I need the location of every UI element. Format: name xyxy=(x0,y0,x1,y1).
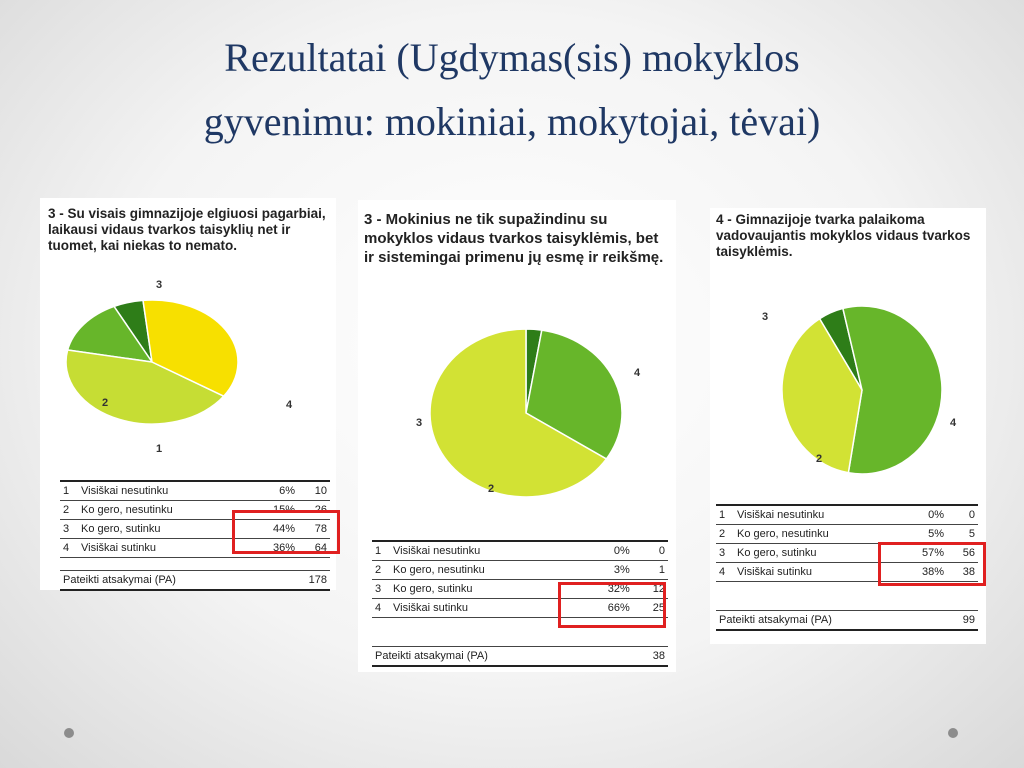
table-row xyxy=(716,505,978,525)
pie-label-4: 4 xyxy=(950,417,957,429)
row-count: 0 xyxy=(633,541,668,561)
pie-label-3: 3 xyxy=(156,279,163,291)
pie-label-2: 2 xyxy=(102,397,109,409)
row-index: 1 xyxy=(372,541,390,561)
row-index: 4 xyxy=(716,563,734,582)
pie-chart-2 xyxy=(406,318,656,504)
table-row xyxy=(372,561,668,580)
question-text: 4 - Gimnazijoje tvarka palaikoma vadovaujantis mokyklos vidaus tvarkos taisyklėmis. xyxy=(716,212,971,259)
highlight-box xyxy=(878,542,986,586)
row-index: 1 xyxy=(60,481,78,501)
row-index: 4 xyxy=(372,599,390,618)
row-percent: 15% xyxy=(249,501,298,520)
row-percent: 32% xyxy=(579,580,633,599)
table-row xyxy=(716,525,978,544)
row-label: Ko gero, nesutinku xyxy=(78,501,249,520)
row-index: 3 xyxy=(60,520,78,539)
row-count: 1 xyxy=(633,561,668,580)
total-count: 178 xyxy=(284,571,330,591)
question-text: 3 - Su visais gimnazijoje elgiuosi pagarbiai, laikausi vidaus tvarkos taisyklių net ir tuomet, kai niekas to nemato. xyxy=(48,206,326,253)
pie-label-3: 3 xyxy=(762,311,769,323)
row-count: 78 xyxy=(298,520,330,539)
row-index: 3 xyxy=(716,544,734,563)
row-label: Ko gero, sutinku xyxy=(78,520,249,539)
row-percent: 0% xyxy=(900,505,947,525)
row-count: 25 xyxy=(633,599,668,618)
pie-label-4: 4 xyxy=(286,399,293,411)
row-index: 2 xyxy=(60,501,78,520)
row-count: 0 xyxy=(947,505,978,525)
row-label: Ko gero, sutinku xyxy=(390,580,579,599)
row-count: 5 xyxy=(947,525,978,544)
row-index: 2 xyxy=(716,525,734,544)
row-percent: 6% xyxy=(249,481,298,501)
pie-chart-1 xyxy=(60,274,330,454)
row-label: Ko gero, nesutinku xyxy=(734,525,900,544)
total-table-3 xyxy=(716,610,978,631)
survey-panel-2 xyxy=(358,200,676,672)
row-percent: 44% xyxy=(249,520,298,539)
row-index: 3 xyxy=(372,580,390,599)
row-label: Ko gero, sutinku xyxy=(734,544,900,563)
pie-label-3: 3 xyxy=(416,417,423,429)
decorative-dot-left xyxy=(64,728,74,738)
row-label: Ko gero, nesutinku xyxy=(390,561,579,580)
slide-title-line-1: Rezultatai (Ugdymas(sis) mokyklos xyxy=(224,35,800,80)
row-label: Visiškai nesutinku xyxy=(734,505,900,525)
row-count: 10 xyxy=(298,481,330,501)
row-label: Visiškai sutinku xyxy=(734,563,900,582)
row-percent: 38% xyxy=(900,563,947,582)
table-row xyxy=(372,541,668,561)
row-label: Visiškai nesutinku xyxy=(78,481,249,501)
slide-title-line-2: gyvenimu: mokiniai, mokytojai, tėvai) xyxy=(203,99,821,144)
row-count: 56 xyxy=(947,544,978,563)
survey-panel-3 xyxy=(710,208,986,644)
decorative-dot-right xyxy=(948,728,958,738)
table-row xyxy=(60,481,330,501)
question-text: 3 - Mokinius ne tik supažindinu su mokyklos vidaus tvarkos taisyklėmis, bet ir sistemingai primenu jų esmę ir reikšmę. xyxy=(364,211,664,266)
row-count: 12 xyxy=(633,580,668,599)
row-index: 2 xyxy=(372,561,390,580)
pie-chart-3 xyxy=(752,290,982,478)
row-label: Visiškai sutinku xyxy=(390,599,579,618)
row-percent: 5% xyxy=(900,525,947,544)
row-percent: 36% xyxy=(249,539,298,558)
pie-label-2: 2 xyxy=(816,453,823,465)
row-percent: 3% xyxy=(579,561,633,580)
total-label: Pateikti atsakymai (PA) xyxy=(372,647,629,667)
row-count: 38 xyxy=(947,563,978,582)
row-count: 26 xyxy=(298,501,330,520)
highlight-box xyxy=(558,582,666,628)
row-label: Visiškai sutinku xyxy=(78,539,249,558)
row-percent: 57% xyxy=(900,544,947,563)
total-count: 38 xyxy=(629,647,668,667)
pie-label-2: 2 xyxy=(488,483,495,495)
pie-label-4: 4 xyxy=(634,367,641,379)
survey-panel-1 xyxy=(40,198,336,590)
total-label: Pateikti atsakymai (PA) xyxy=(60,571,284,591)
total-count: 99 xyxy=(943,611,978,631)
row-percent: 66% xyxy=(579,599,633,618)
slide-title xyxy=(40,26,984,154)
row-label: Visiškai nesutinku xyxy=(390,541,579,561)
total-table-1 xyxy=(60,570,330,591)
highlight-box xyxy=(232,510,340,554)
total-label: Pateikti atsakymai (PA) xyxy=(716,611,943,631)
total-table-2 xyxy=(372,646,668,667)
row-count: 64 xyxy=(298,539,330,558)
row-percent: 0% xyxy=(579,541,633,561)
row-index: 1 xyxy=(716,505,734,525)
row-index: 4 xyxy=(60,539,78,558)
pie-label-1: 1 xyxy=(156,443,163,454)
